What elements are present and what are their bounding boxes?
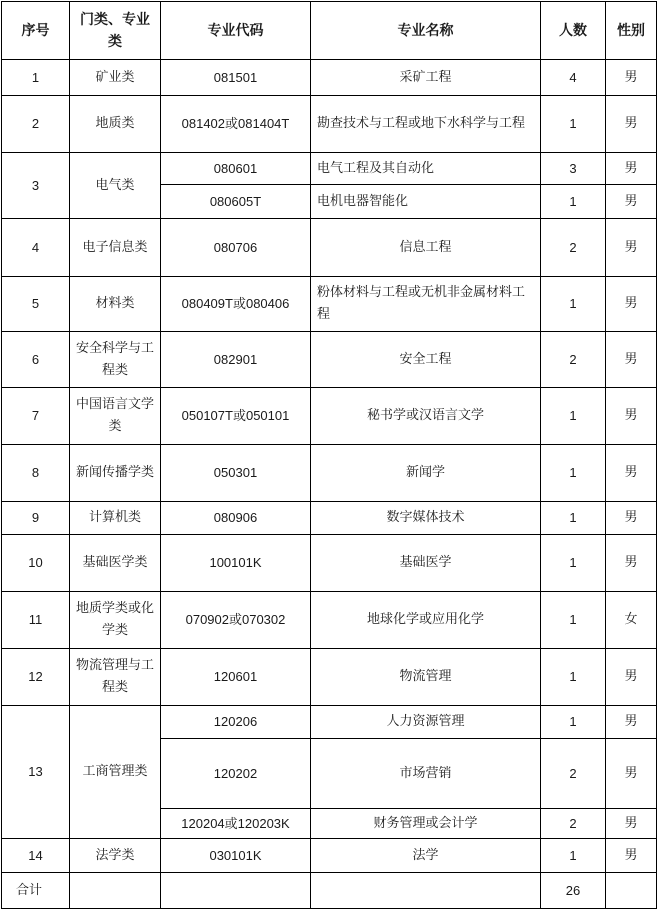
total-row bbox=[2, 873, 657, 909]
row-count: 1 bbox=[541, 445, 606, 502]
table-row bbox=[2, 592, 657, 649]
table-row bbox=[2, 219, 657, 277]
row-no: 4 bbox=[2, 219, 70, 277]
row-gender: 男 bbox=[606, 153, 657, 185]
row-count: 1 bbox=[541, 535, 606, 592]
row-gender: 男 bbox=[606, 649, 657, 706]
row-gender: 男 bbox=[606, 219, 657, 277]
row-major: 粉体材料与工程或无机非金属材料工程 bbox=[311, 277, 541, 332]
table-row bbox=[2, 332, 657, 388]
row-gender: 男 bbox=[606, 502, 657, 535]
row-count: 2 bbox=[541, 809, 606, 839]
row-category: 中国语言文学类 bbox=[70, 388, 161, 445]
row-major: 电气工程及其自动化 bbox=[311, 153, 541, 185]
row-code: 050301 bbox=[161, 445, 311, 502]
row-major: 信息工程 bbox=[311, 219, 541, 277]
total-count: 26 bbox=[541, 873, 606, 909]
row-category: 新闻传播学类 bbox=[70, 445, 161, 502]
row-category: 地质学类或化学类 bbox=[70, 592, 161, 649]
row-code: 080601 bbox=[161, 153, 311, 185]
row-major: 数字媒体技术 bbox=[311, 502, 541, 535]
row-count: 2 bbox=[541, 219, 606, 277]
row-major: 财务管理或会计学 bbox=[311, 809, 541, 839]
row-gender: 男 bbox=[606, 839, 657, 873]
row-major: 法学 bbox=[311, 839, 541, 873]
row-no: 8 bbox=[2, 445, 70, 502]
total-empty-cell bbox=[606, 873, 657, 909]
row-code: 120601 bbox=[161, 649, 311, 706]
table-row bbox=[2, 153, 657, 185]
row-code: 070902或070302 bbox=[161, 592, 311, 649]
row-gender: 男 bbox=[606, 60, 657, 96]
table-row bbox=[2, 445, 657, 502]
row-category: 计算机类 bbox=[70, 502, 161, 535]
row-code: 120202 bbox=[161, 739, 311, 809]
table-row bbox=[2, 706, 657, 739]
row-major: 勘查技术与工程或地下水科学与工程 bbox=[311, 96, 541, 153]
row-no: 10 bbox=[2, 535, 70, 592]
row-code: 080906 bbox=[161, 502, 311, 535]
header-gender: 性别 bbox=[606, 2, 657, 60]
table-row bbox=[2, 502, 657, 535]
total-label: 合计 bbox=[2, 873, 70, 909]
row-major: 市场营销 bbox=[311, 739, 541, 809]
row-category: 地质类 bbox=[70, 96, 161, 153]
header-category: 门类、专业类 bbox=[70, 2, 161, 60]
row-no: 11 bbox=[2, 592, 70, 649]
row-gender: 女 bbox=[606, 592, 657, 649]
row-count: 1 bbox=[541, 502, 606, 535]
header-row bbox=[2, 2, 657, 60]
majors-table bbox=[1, 1, 657, 909]
row-count: 2 bbox=[541, 739, 606, 809]
row-major: 基础医学 bbox=[311, 535, 541, 592]
row-count: 1 bbox=[541, 592, 606, 649]
row-no: 2 bbox=[2, 96, 70, 153]
row-count: 1 bbox=[541, 277, 606, 332]
row-code: 082901 bbox=[161, 332, 311, 388]
row-no: 6 bbox=[2, 332, 70, 388]
row-major: 地球化学或应用化学 bbox=[311, 592, 541, 649]
row-code: 080409T或080406 bbox=[161, 277, 311, 332]
row-major: 采矿工程 bbox=[311, 60, 541, 96]
total-empty-cell bbox=[311, 873, 541, 909]
table-row bbox=[2, 96, 657, 153]
row-code: 081402或081404T bbox=[161, 96, 311, 153]
row-gender: 男 bbox=[606, 706, 657, 739]
row-count: 2 bbox=[541, 332, 606, 388]
row-count: 4 bbox=[541, 60, 606, 96]
row-gender: 男 bbox=[606, 388, 657, 445]
row-major: 秘书学或汉语言文学 bbox=[311, 388, 541, 445]
row-gender: 男 bbox=[606, 96, 657, 153]
row-gender: 男 bbox=[606, 535, 657, 592]
row-no: 3 bbox=[2, 153, 70, 219]
header-count: 人数 bbox=[541, 2, 606, 60]
row-no: 12 bbox=[2, 649, 70, 706]
row-gender: 男 bbox=[606, 277, 657, 332]
row-count: 1 bbox=[541, 839, 606, 873]
row-major: 人力资源管理 bbox=[311, 706, 541, 739]
row-count: 1 bbox=[541, 388, 606, 445]
row-gender: 男 bbox=[606, 332, 657, 388]
row-code: 050107T或050101 bbox=[161, 388, 311, 445]
row-category: 材料类 bbox=[70, 277, 161, 332]
row-no: 9 bbox=[2, 502, 70, 535]
row-code: 030101K bbox=[161, 839, 311, 873]
row-count: 1 bbox=[541, 96, 606, 153]
row-count: 1 bbox=[541, 706, 606, 739]
table-row bbox=[2, 839, 657, 873]
table-row bbox=[2, 60, 657, 96]
row-code: 100101K bbox=[161, 535, 311, 592]
row-gender: 男 bbox=[606, 445, 657, 502]
row-count: 3 bbox=[541, 153, 606, 185]
row-no: 13 bbox=[2, 706, 70, 839]
header-code: 专业代码 bbox=[161, 2, 311, 60]
row-no: 7 bbox=[2, 388, 70, 445]
row-category: 电子信息类 bbox=[70, 219, 161, 277]
row-code: 080605T bbox=[161, 185, 311, 219]
row-major: 电机电器智能化 bbox=[311, 185, 541, 219]
row-count: 1 bbox=[541, 649, 606, 706]
row-category: 法学类 bbox=[70, 839, 161, 873]
row-code: 120204或120203K bbox=[161, 809, 311, 839]
row-category: 基础医学类 bbox=[70, 535, 161, 592]
table-row bbox=[2, 388, 657, 445]
table-row bbox=[2, 649, 657, 706]
row-gender: 男 bbox=[606, 739, 657, 809]
row-category: 电气类 bbox=[70, 153, 161, 219]
row-code: 080706 bbox=[161, 219, 311, 277]
row-category: 物流管理与工程类 bbox=[70, 649, 161, 706]
table-row bbox=[2, 277, 657, 332]
row-major: 物流管理 bbox=[311, 649, 541, 706]
table-row bbox=[2, 535, 657, 592]
row-code: 120206 bbox=[161, 706, 311, 739]
row-category: 工商管理类 bbox=[70, 706, 161, 839]
row-category: 矿业类 bbox=[70, 60, 161, 96]
row-major: 新闻学 bbox=[311, 445, 541, 502]
row-no: 14 bbox=[2, 839, 70, 873]
row-code: 081501 bbox=[161, 60, 311, 96]
row-major: 安全工程 bbox=[311, 332, 541, 388]
header-major: 专业名称 bbox=[311, 2, 541, 60]
row-no: 1 bbox=[2, 60, 70, 96]
row-gender: 男 bbox=[606, 185, 657, 219]
row-gender: 男 bbox=[606, 809, 657, 839]
total-empty-cell bbox=[161, 873, 311, 909]
row-category: 安全科学与工程类 bbox=[70, 332, 161, 388]
row-count: 1 bbox=[541, 185, 606, 219]
total-empty-cell bbox=[70, 873, 161, 909]
row-no: 5 bbox=[2, 277, 70, 332]
header-no: 序号 bbox=[2, 2, 70, 60]
